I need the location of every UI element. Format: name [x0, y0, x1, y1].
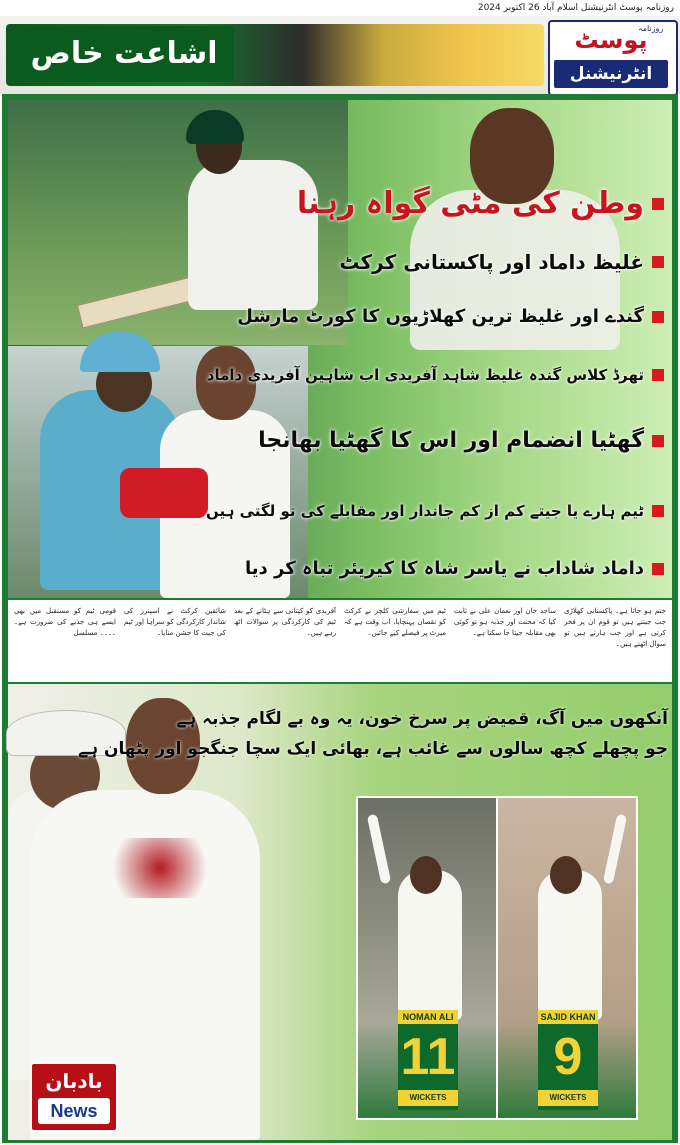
dateline: روزنامہ پوسٹ انٹرنیشنل اسلام آباد 26 اکتوبر 2024: [477, 3, 674, 13]
pull-quote: [78, 704, 668, 764]
bullet-square-icon: [652, 256, 664, 268]
article-column: ٹیم میں سفارشی کلچر نے کرکٹ کو نقصان پہنچایا، اب وقت ہے کہ میرٹ پر فیصلے کیے جائیں۔: [344, 607, 446, 637]
bullet-square-icon: [652, 435, 664, 447]
headline-item: [206, 502, 664, 520]
headline-item: [339, 250, 664, 274]
bullet-square-icon: [652, 311, 664, 323]
headline-text: گندے اور غلیظ ترین کھلاڑیوں کا کورٹ مارشل: [237, 306, 644, 327]
article-column: ساجد خان اور نعمان علی نے ثابت کیا کہ محنت اور جذبہ ہو تو کوئی بھی مقابلہ جیتا جا سکتا ہے۔: [454, 607, 556, 637]
headline-text: گھٹیا انضمام اور اس کا گھٹیا بھانجا: [258, 428, 644, 453]
newspaper-logo: [548, 20, 678, 96]
player-name: SAJID KHAN: [538, 1010, 598, 1024]
logo-title: پوسٹ: [574, 26, 648, 54]
article-column: آفریدی کو کپتانی سے ہٹانے کے بعد ٹیم کی کارکردگی پر سوالات اٹھ رہے ہیں۔: [234, 607, 336, 637]
bullet-square-icon: [652, 563, 664, 575]
article-body: [8, 600, 672, 682]
wicket-stat: [398, 1010, 458, 1110]
headline-text: ٹیم ہارے یا جیتے کم از کم جاندار اور مقابلے کی تو لگتی ہیں: [206, 502, 644, 520]
raised-arm: [603, 814, 627, 885]
quote-line: جو پچھلے کچھ سالوں سے غائب ہے، بھائی ایک سچا جنگجو اور پٹھان ہے: [78, 739, 668, 759]
badban-logo-title: بادبان: [45, 1069, 103, 1093]
wicket-count: 11: [400, 1028, 456, 1086]
headline-text: تھرڈ کلاس گندہ غلیظ شاہد آفریدی اب شاہین آفریدی داماد: [206, 366, 644, 384]
article-column: شائقین کرکٹ نے اسپنرز کی شاندار کارکردگی کو سراہا اور ٹیم کی جیت کا جشن منایا۔: [124, 607, 226, 637]
headline-item: [237, 306, 664, 327]
headline-text: وطن کی مٹی گواہ رہنا: [296, 186, 644, 221]
wicket-count: 9: [553, 1028, 583, 1086]
player-head: [550, 856, 582, 894]
logo-subtitle: انٹرنیشنل: [554, 60, 668, 88]
headline-item: [245, 558, 664, 579]
wicket-label: WICKETS: [538, 1090, 598, 1106]
quote-line: آنکھوں میں آگ، قمیض پر سرخ خون، یہ وہ بے لگام جذبہ ہے: [176, 709, 668, 729]
special-edition-title: اشاعت خاص: [14, 26, 234, 82]
raised-arm: [367, 814, 391, 885]
player-name: NOMAN ALI: [398, 1010, 458, 1024]
batsman-figure: [188, 160, 318, 310]
headline-item: [297, 186, 664, 221]
headline-text: غلیظ داماد اور پاکستانی کرکٹ: [339, 250, 644, 274]
headline-text: داماد شاداب نے یاسر شاہ کا کیریئر تباہ کر دیا: [244, 558, 644, 579]
wicket-stat: [538, 1010, 598, 1110]
player-card-sajid: [496, 796, 638, 1120]
bullet-square-icon: [652, 505, 664, 517]
bullet-square-icon: [652, 369, 664, 381]
bullet-square-icon: [652, 198, 664, 210]
headline-item: [207, 366, 664, 384]
article-column: ختم ہو جاتا ہے۔ پاکستانی کھلاڑی جب جیتتے ہیں تو قوم ان پر فخر کرتی ہے اور جب ہارتے ہیں تو سوال اٹھتے ہیں۔: [564, 607, 666, 648]
medical-bag: [120, 468, 208, 518]
badban-news-logo: [30, 1062, 118, 1132]
player-card-noman: [356, 796, 498, 1120]
headline-item: [258, 428, 664, 453]
player-head: [410, 856, 442, 894]
logo-small-text: روزنامہ: [638, 24, 664, 33]
badban-logo-news: News: [38, 1098, 110, 1124]
article-column: قومی ٹیم کو مستقبل میں بھی ایسے ہی جذبے کی ضرورت ہے۔ ۔۔۔۔ مسلسل: [14, 607, 116, 637]
wicket-label: WICKETS: [398, 1090, 458, 1106]
blood-stain: [100, 838, 220, 898]
